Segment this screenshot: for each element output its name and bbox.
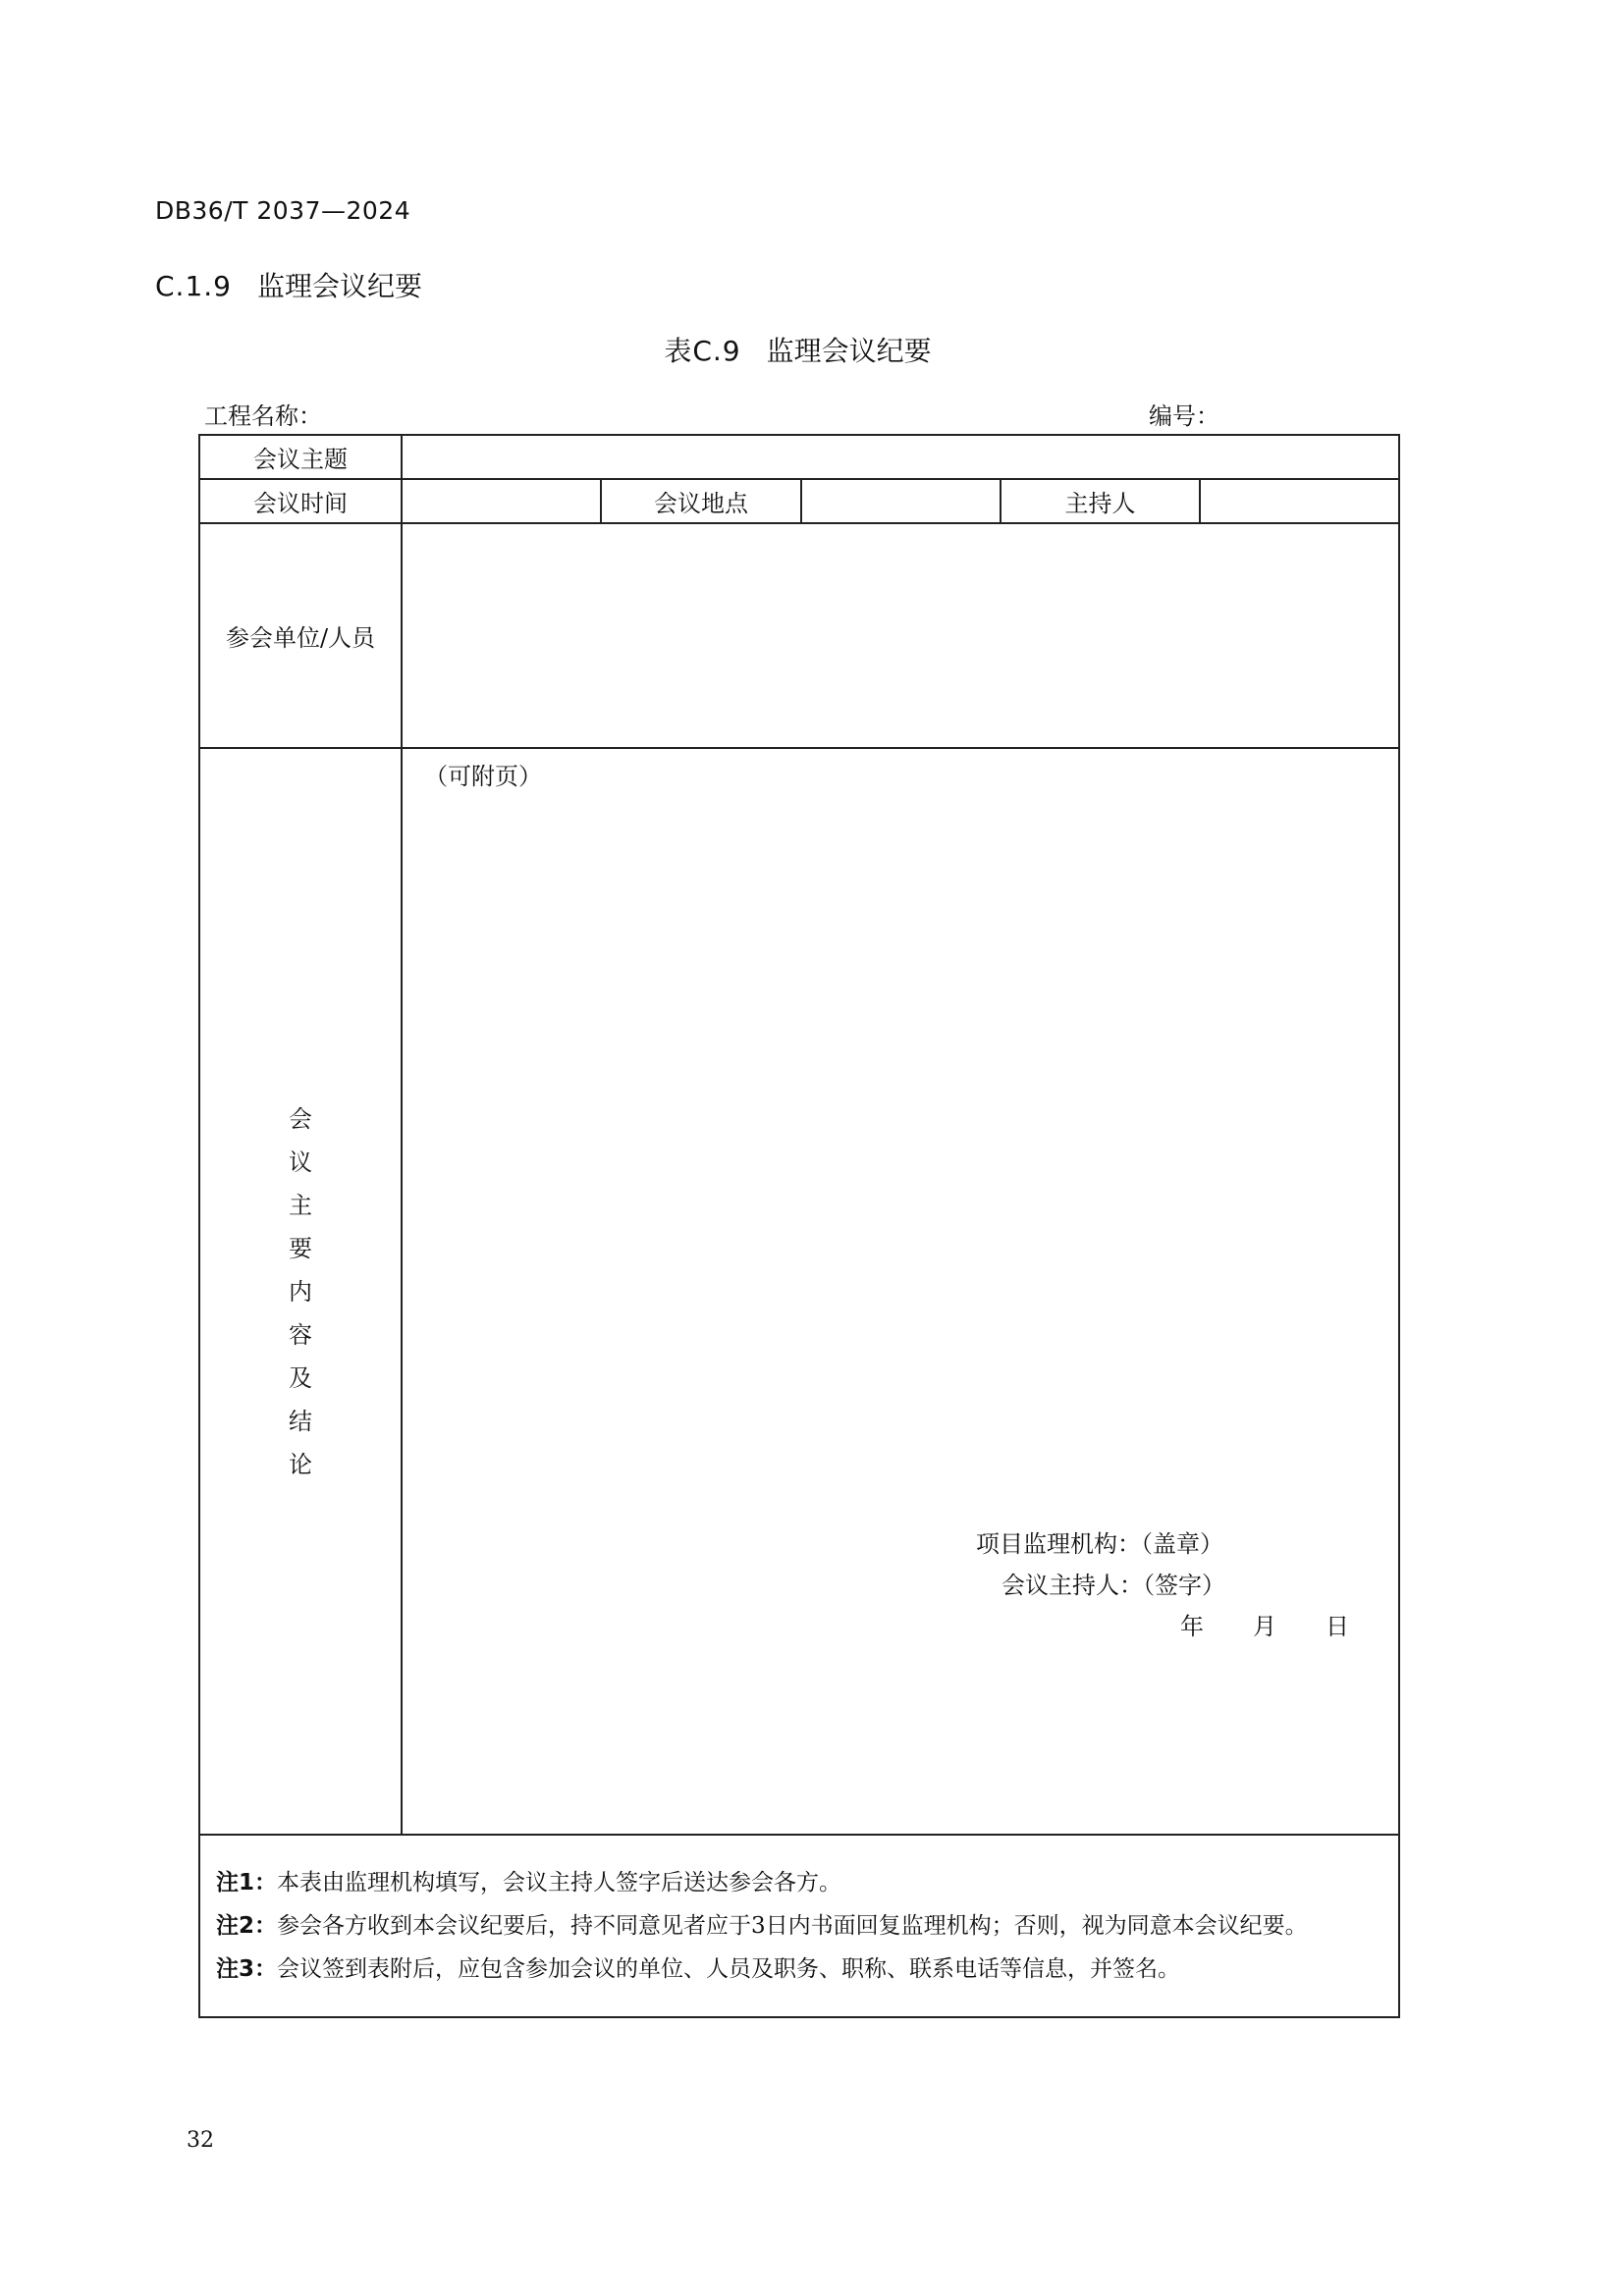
content-label-char: 论 [289,1450,312,1478]
note-line [216,1861,1398,1904]
content-value-cell[interactable] [402,748,1399,1835]
project-name-label: 工程名称： [204,402,322,430]
note-line [216,1904,1398,1948]
date-year: 年 [1180,1613,1204,1640]
content-label-char: 结 [289,1407,312,1435]
content-label-cell [199,748,402,1835]
attach-pages-note: （可附页） [424,763,542,790]
page-number: 32 [187,2128,214,2153]
date-day: 日 [1326,1613,1349,1640]
time-value-cell[interactable] [402,479,601,523]
meeting-minutes-form [198,434,1400,2018]
topic-label: 会议主题 [199,435,402,479]
signature-block [403,749,1398,1834]
note-line [216,1948,1398,1991]
host-signature-line: 会议主持人：（签字） [1001,1572,1225,1599]
content-label [289,1097,312,1486]
table-number: 表C.9 [664,335,741,367]
supervision-org-seal-line: 项目监理机构：（盖章） [976,1530,1223,1558]
time-label: 会议时间 [199,479,402,523]
notes-cell [199,1835,1399,2017]
table-title: 监理会议纪要 [766,335,932,367]
content-label-char: 议 [289,1148,312,1176]
section-title: 监理会议纪要 [256,270,422,302]
time-location-host-row [199,479,1399,523]
note-tag: 注3： [216,1956,278,1982]
attendees-row [199,523,1399,748]
section-number: C.1.9 [155,270,232,302]
location-label: 会议地点 [601,479,801,523]
attendees-value-cell[interactable] [402,523,1399,748]
content-label-char: 及 [289,1363,312,1392]
note-text: 参会各方收到本会议纪要后，持不同意见者应于3日内书面回复监理机构；否则，视为同意本会议纪要。 [277,1913,1308,1939]
content-label-char: 要 [289,1234,312,1262]
content-label-char: 会 [289,1104,312,1133]
date-month: 月 [1253,1613,1276,1640]
content-label-char: 容 [289,1320,312,1349]
attendees-label: 参会单位/人员 [199,523,402,748]
serial-number-label: 编号： [1149,402,1219,430]
topic-value-cell[interactable] [402,435,1399,479]
location-value-cell[interactable] [801,479,1001,523]
note-text: 会议签到表附后，应包含参加会议的单位、人员及职务、职称、联系电话等信息，并签名。 [277,1956,1181,1982]
content-label-char: 主 [289,1191,312,1219]
section-heading [155,265,422,304]
note-tag: 注1： [216,1870,278,1896]
host-label: 主持人 [1001,479,1200,523]
note-text: 本表由监理机构填写，会议主持人签字后送达参会各方。 [277,1870,842,1896]
content-row [199,748,1399,1835]
notes-row [199,1835,1399,2017]
note-tag: 注2： [216,1913,278,1939]
table-caption [0,330,1596,369]
host-value-cell[interactable] [1200,479,1399,523]
topic-row [199,435,1399,479]
document-code: DB36/T 2037—2024 [155,196,411,225]
content-label-char: 内 [289,1277,312,1306]
